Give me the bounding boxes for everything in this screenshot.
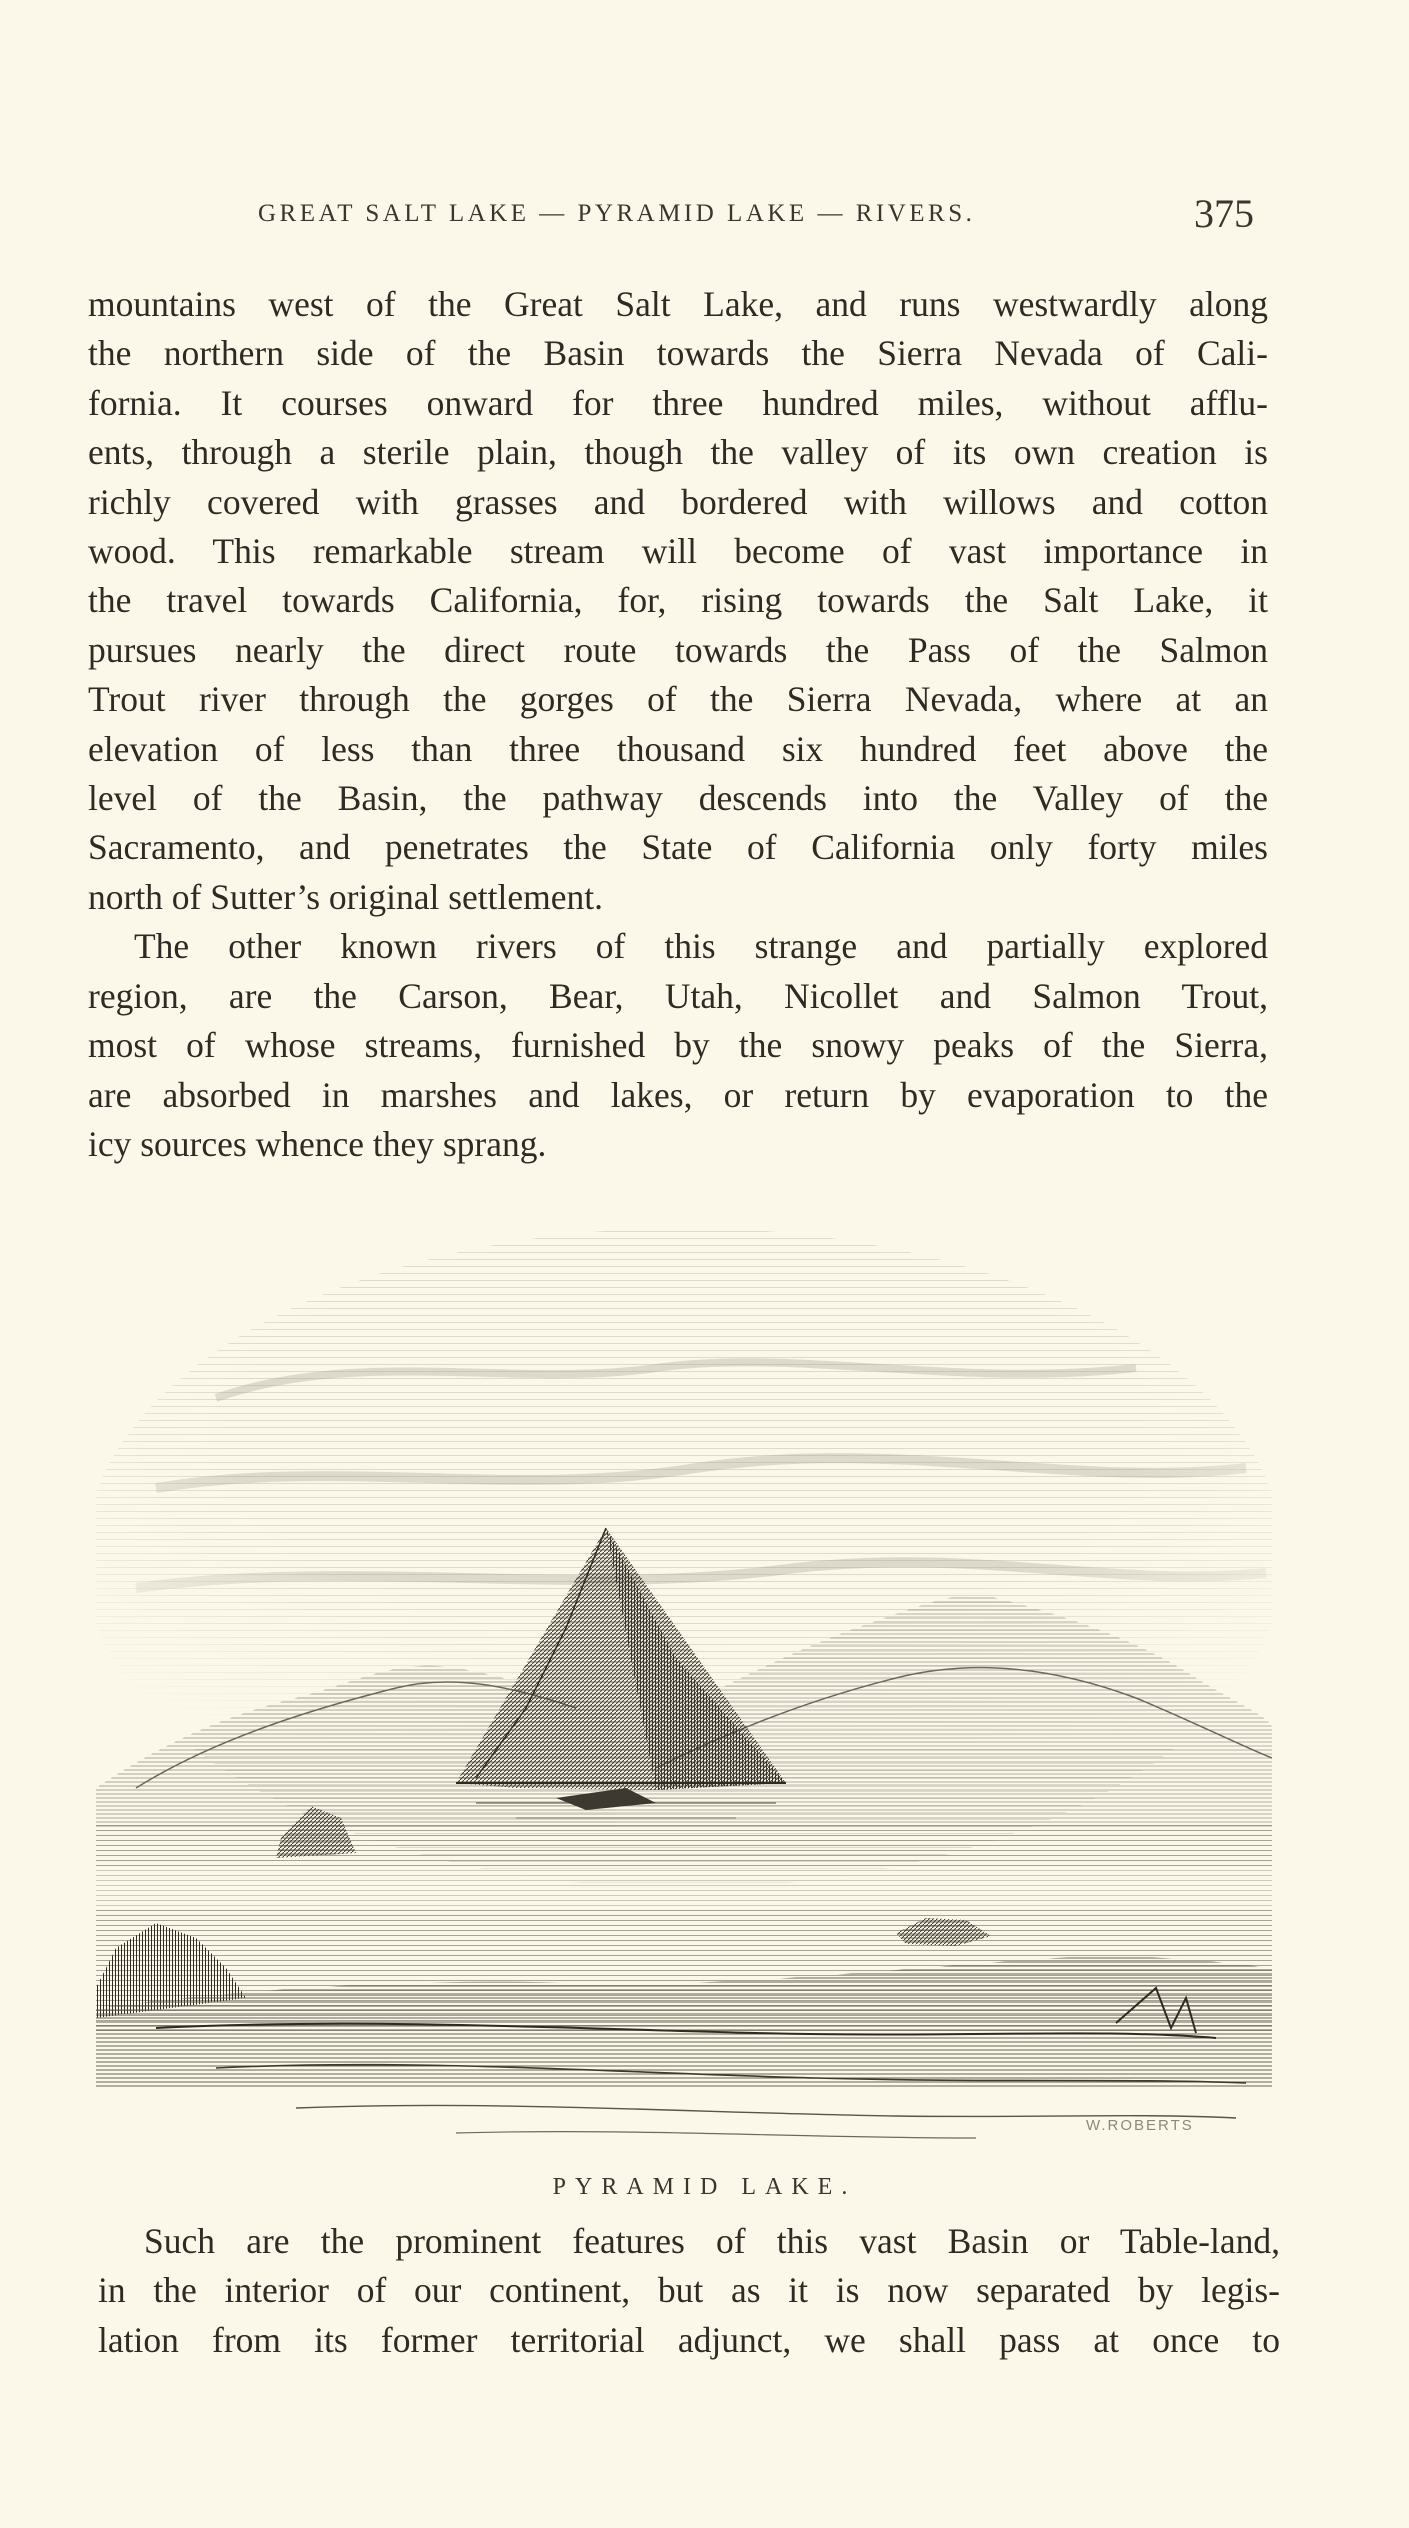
text-line: level of the Basin, the pathway descends into the Valley of the	[88, 778, 1268, 819]
text-line: Sacramento, and penetrates the State of California only forty miles	[88, 827, 1268, 868]
figure-caption: PYRAMID LAKE.	[552, 2174, 857, 2200]
engraver-signature: W.ROBERTS	[1086, 2117, 1194, 2134]
text-line: Such are the prominent features of this vast Basin or Table-land,	[144, 2221, 1280, 2261]
body-text-top	[88, 280, 1268, 1169]
text-line: mountains west of the Great Salt Lake, and runs westwardly along	[88, 284, 1268, 324]
text-line: The other known rivers of this strange and partially explored	[134, 926, 1268, 967]
engraving-pyramid-lake	[96, 1228, 1272, 2166]
text-line: pursues nearly the direct route towards the Pass of the Salmon	[88, 629, 1268, 670]
text-line: the travel towards California, for, rising towards the Salt Lake, it	[88, 580, 1268, 621]
text-line: north of Sutter’s original settlement.	[88, 876, 603, 917]
text-line: are absorbed in marshes and lakes, or return by evaporation to the	[88, 1074, 1268, 1115]
text-line: Trout river through the gorges of the Sierra Nevada, where at an	[88, 679, 1268, 720]
page-number: 375	[1194, 191, 1254, 236]
text-line: richly covered with grasses and bordered with willows and cotton	[88, 481, 1268, 522]
running-head: GREAT SALT LAKE — PYRAMID LAKE — RIVERS.	[258, 200, 976, 227]
text-line: wood. This remarkable stream will become of vast importance in	[88, 531, 1268, 572]
text-line: elevation of less than three thousand six hundred feet above the	[88, 728, 1268, 769]
text-line: the northern side of the Basin towards the Sierra Nevada of Cali-	[88, 333, 1268, 374]
text-line: fornia. It courses onward for three hundred miles, without afflu-	[88, 382, 1268, 423]
body-text-bottom	[98, 2217, 1280, 2365]
text-line: lation from its former territorial adjunct, we shall pass at once to	[98, 2319, 1280, 2360]
text-line: region, are the Carson, Bear, Utah, Nicollet and Salmon Trout,	[88, 975, 1268, 1016]
text-line: in the interior of our continent, but as it is now separated by legis-	[98, 2270, 1280, 2311]
text-line: most of whose streams, furnished by the snowy peaks of the Sierra,	[88, 1025, 1268, 1066]
text-line: icy sources whence they sprang.	[88, 1123, 547, 1164]
text-line: ents, through a sterile plain, though the valley of its own creation is	[88, 432, 1268, 473]
engraving-illustration	[96, 1228, 1272, 2166]
